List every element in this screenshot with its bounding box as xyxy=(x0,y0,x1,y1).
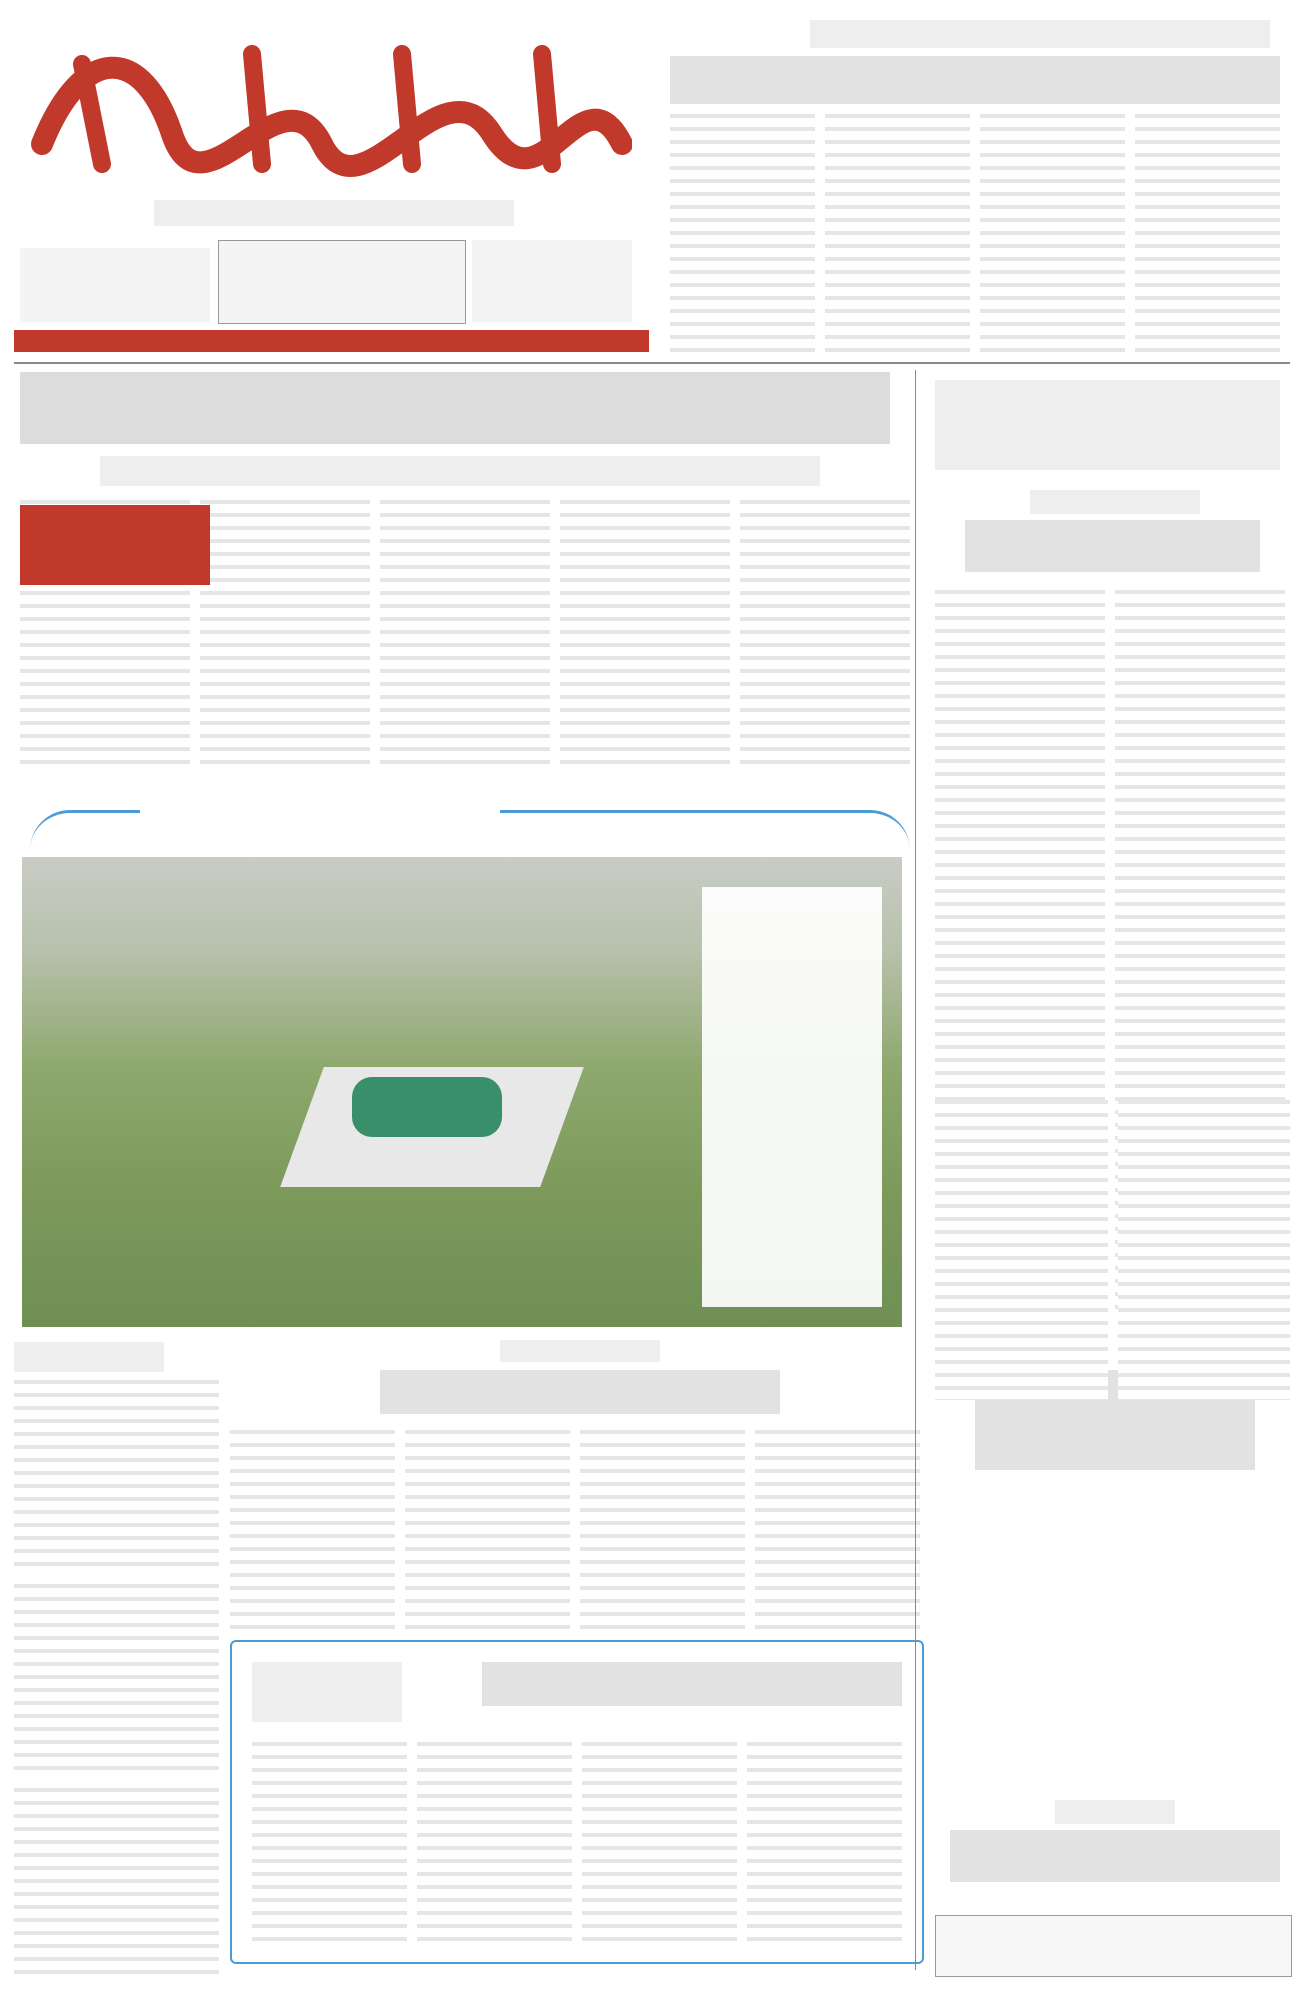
text-column xyxy=(252,1742,407,1942)
text-column xyxy=(200,500,370,770)
news-flash-items xyxy=(14,1380,219,1980)
main-headline xyxy=(20,372,890,444)
divider xyxy=(915,370,916,1970)
sidebar-headline xyxy=(965,520,1260,572)
text-column xyxy=(380,500,550,770)
news-flash-label xyxy=(14,1342,164,1372)
sidebar-headline-3 xyxy=(950,1830,1280,1882)
ad-license-bar xyxy=(14,330,649,352)
main-subheadline xyxy=(100,456,820,486)
publication-info xyxy=(20,248,210,322)
sidebar-kicker-3 xyxy=(1055,1800,1175,1824)
story-headline xyxy=(482,1662,902,1706)
text-column xyxy=(935,1100,1108,1400)
middle-story xyxy=(230,1340,920,1640)
text-column xyxy=(980,114,1125,354)
editorial-footer xyxy=(935,1915,1292,1977)
photo-title-frame xyxy=(30,790,910,850)
editor-note xyxy=(935,380,1280,470)
masthead-subtitle xyxy=(154,200,514,226)
text-column xyxy=(417,1742,572,1942)
tank-shape xyxy=(352,1077,502,1137)
text-column xyxy=(1118,1100,1291,1400)
story-headline xyxy=(380,1370,780,1414)
news-item xyxy=(14,1584,219,1776)
text-column xyxy=(230,1430,395,1630)
text-column xyxy=(582,1742,737,1942)
story-kicker xyxy=(500,1340,660,1362)
text-column xyxy=(580,1430,745,1630)
photo-caption xyxy=(702,887,882,1307)
text-column xyxy=(560,500,730,770)
divider xyxy=(14,362,1290,364)
text-column xyxy=(747,1742,902,1942)
sidebar-kicker xyxy=(1030,490,1200,514)
masthead xyxy=(14,10,654,240)
top-right-story xyxy=(660,10,1290,360)
text-column xyxy=(670,114,815,354)
story-kicker xyxy=(810,20,1270,48)
text-column xyxy=(825,114,970,354)
news-flash-header xyxy=(14,1338,214,1378)
story-headline xyxy=(670,56,1280,104)
newspaper-logo xyxy=(22,24,632,184)
text-column xyxy=(1135,114,1280,354)
section-label xyxy=(252,1662,402,1722)
aerial-photo xyxy=(22,857,902,1327)
text-column xyxy=(740,500,910,770)
news-item xyxy=(14,1788,219,1980)
date-box xyxy=(218,240,466,324)
news-item xyxy=(14,1380,219,1572)
bordered-story xyxy=(230,1640,924,1964)
column-block xyxy=(935,1100,1290,1400)
photo-title xyxy=(140,790,500,838)
issue-box xyxy=(472,240,632,322)
text-column xyxy=(755,1430,920,1630)
text-column xyxy=(405,1430,570,1630)
section-logo xyxy=(20,505,210,585)
story-body xyxy=(670,114,1280,354)
